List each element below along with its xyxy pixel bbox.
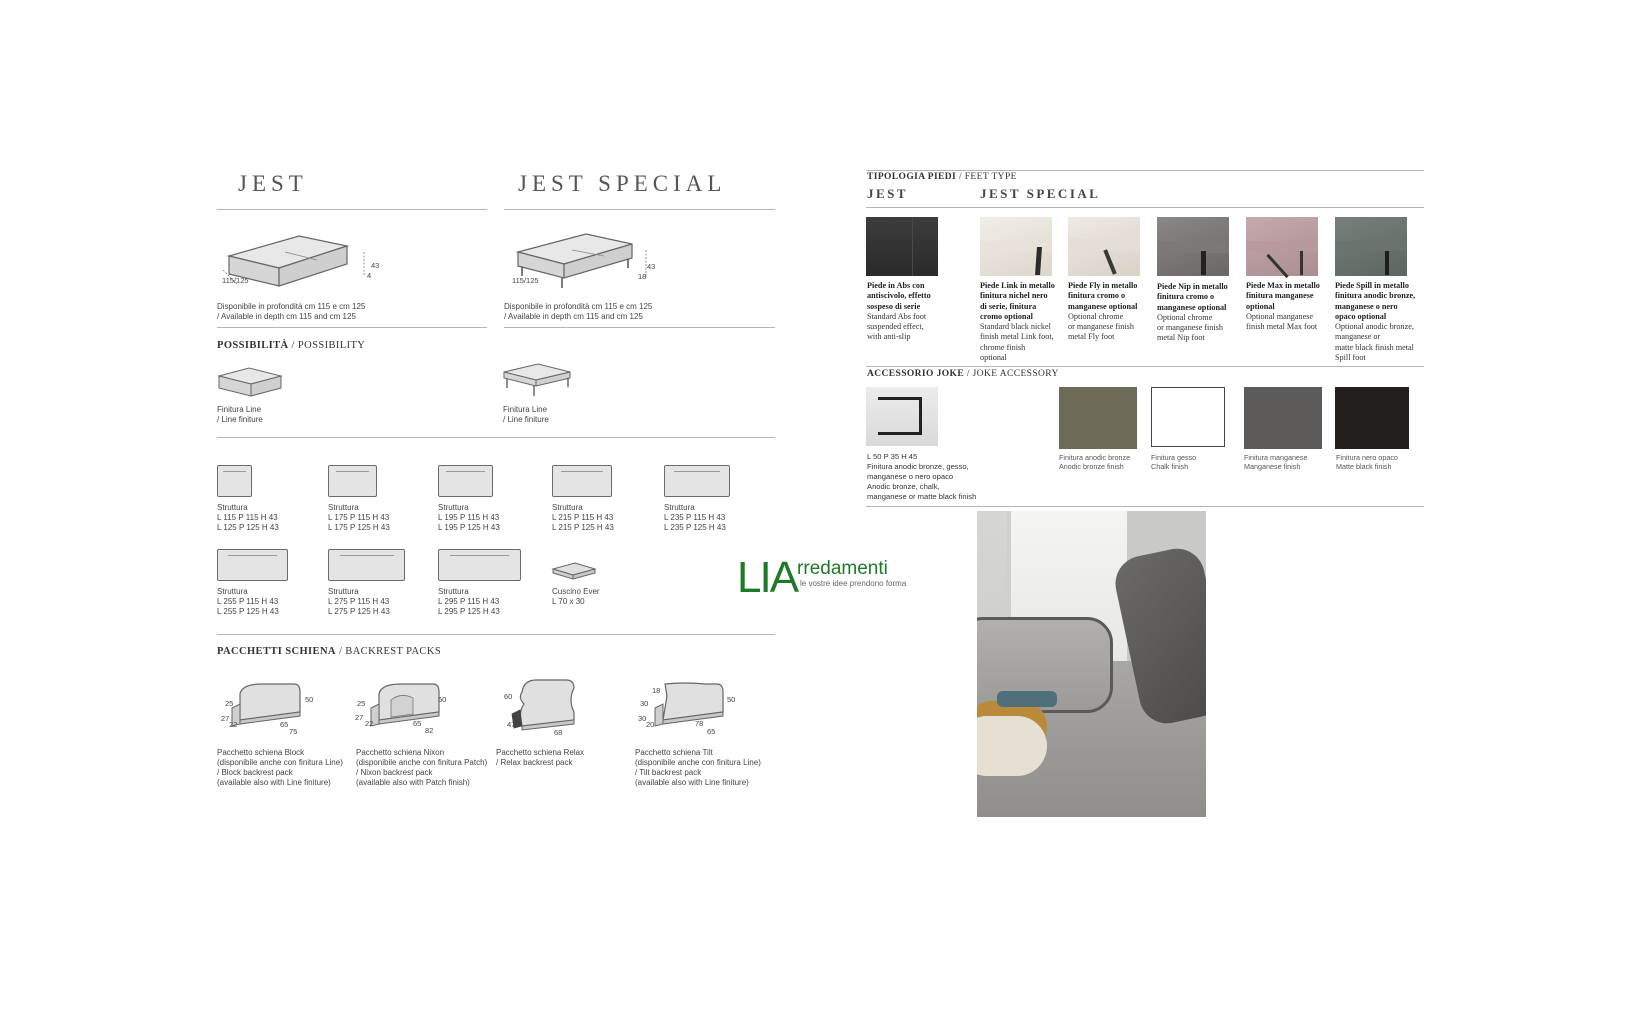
dim-label: 50 xyxy=(438,695,447,704)
divider xyxy=(217,634,775,635)
manganese-swatch xyxy=(1244,387,1322,449)
depth-caption-jest: Disponibile in profondità cm 115 e cm 125 / Available in depth cm 115 and cm 125 xyxy=(217,302,366,321)
dim-label: 27 xyxy=(221,714,230,723)
max-foot-caption: Piede Max in metallo finitura manganese optional Optional manganese finish metal Max foot xyxy=(1246,281,1320,332)
dim-foot: 4 xyxy=(367,271,372,280)
chalk-swatch xyxy=(1151,387,1225,447)
structure-caption: Struttura L 255 P 115 H 43 L 255 P 125 H 43 xyxy=(217,587,279,616)
line-finish-jest-drawing xyxy=(217,366,287,400)
joke-accessory-photo xyxy=(866,387,938,446)
structure-shape xyxy=(438,549,521,581)
dim-label: 50 xyxy=(305,695,314,704)
joke-accessory-heading: ACCESSORIO JOKE / JOKE ACCESSORY xyxy=(867,369,1059,379)
divider xyxy=(504,327,775,328)
dim-label: 78 xyxy=(695,719,704,728)
cushion-caption: Cuscino Ever L 70 x 30 xyxy=(552,587,600,606)
logo-text: rredamenti xyxy=(797,558,888,579)
divider xyxy=(504,209,775,210)
link-foot-photo xyxy=(980,217,1052,276)
spill-foot-caption: Piede Spill in metallo finitura anodic bronze, manganese o nero opaco optional Optional anodic bronze, manganese or matte black finish metal Spill foot xyxy=(1335,281,1416,363)
dim-label: 75 xyxy=(289,727,298,736)
structure-shape xyxy=(217,465,252,497)
tilt-pack-caption: Pacchetto schiena Tilt (disponibile anche con finitura Line) / Tilt backrest pack (available also with Line finiture) xyxy=(635,748,761,787)
abs-foot-photo xyxy=(866,217,938,276)
dim-leg: 18 xyxy=(638,272,647,281)
dim-label: 30 xyxy=(638,714,647,723)
logo-tagline: le vostre idee prendono forma xyxy=(800,579,907,588)
structure-caption: Struttura L 115 P 115 H 43 L 125 P 125 H 43 xyxy=(217,503,279,532)
dim-depth: 115/125 xyxy=(222,276,249,285)
matte-black-swatch xyxy=(1335,387,1409,449)
sofa-detail-photo xyxy=(977,511,1206,817)
divider xyxy=(217,209,487,210)
abs-foot-caption: Piede in Abs con antiscivolo, effetto sospeso di serie Standard Abs foot suspended effect, with anti-slip xyxy=(867,281,931,342)
structure-caption: Struttura L 215 P 115 H 43 L 215 P 125 H 43 xyxy=(552,503,614,532)
structure-caption: Struttura L 235 P 115 H 43 L 235 P 125 H 43 xyxy=(664,503,726,532)
dim-label: 65 xyxy=(280,720,289,729)
finish-line-jest: Finitura Line / Line finiture xyxy=(217,405,263,424)
dim-label: 18 xyxy=(652,686,661,695)
nip-foot-caption: Piede Nip in metallo finitura cromo o manganese optional Optional chrome or manganese finish metal Nip foot xyxy=(1157,282,1228,343)
dim-height: 43 xyxy=(371,261,380,270)
structure-shape xyxy=(552,465,612,497)
relax-pack-caption: Pacchetto schiena Relax / Relax backrest pack xyxy=(496,748,585,767)
structure-caption: Struttura L 175 P 115 H 43 L 175 P 125 H 43 xyxy=(328,503,390,532)
fly-foot-photo xyxy=(1068,217,1140,276)
jest-title: JEST xyxy=(238,171,308,196)
nip-foot-photo xyxy=(1157,217,1229,276)
max-foot-photo xyxy=(1246,217,1318,276)
finish-line-special: Finitura Line / Line finiture xyxy=(503,405,549,424)
divider xyxy=(217,437,775,438)
dim-label: 68 xyxy=(554,728,563,737)
dim-label: 65 xyxy=(413,719,422,728)
dim-label: 25 xyxy=(357,699,366,708)
divider xyxy=(866,366,1424,367)
relax-backrest-drawing xyxy=(508,674,580,734)
divider xyxy=(866,207,1424,208)
dim-label: 22 xyxy=(365,719,374,728)
backrest-heading: PACCHETTI SCHIENA / BACKREST PACKS xyxy=(217,646,442,657)
nixon-pack-caption: Pacchetto schiena Nixon (disponibile anche con finitura Patch) / Nixon backrest pack (available also with Patch finish) xyxy=(356,748,488,787)
block-pack-caption: Pacchetto schiena Block (disponibile anche con finitura Line) / Block backrest pack (available also with Line finiture) xyxy=(217,748,343,787)
divider xyxy=(866,170,1424,171)
dim-label: 30 xyxy=(640,699,649,708)
dim-label: 60 xyxy=(504,692,513,701)
swatch-caption: Finitura gesso Chalk finish xyxy=(1151,453,1197,472)
feet-type-heading: TIPOLOGIA PIEDI / FEET TYPE xyxy=(867,172,1017,182)
joke-caption: L 50 P 35 H 45 Finitura anodic bronze, gesso, manganese o nero opaco Anodic bronze, chalk, manganese or matte black finish xyxy=(867,452,977,501)
feet-jest-label: JEST xyxy=(867,186,909,201)
structure-shape xyxy=(217,549,288,581)
cushion-drawing xyxy=(551,561,597,581)
divider xyxy=(866,506,1424,507)
structure-caption: Struttura L 275 P 115 H 43 L 275 P 125 H 43 xyxy=(328,587,390,616)
anodic-bronze-swatch xyxy=(1059,387,1137,449)
feet-jest-special-label: JEST SPECIAL xyxy=(980,186,1101,201)
swatch-caption: Finitura nero opaco Matte black finish xyxy=(1336,453,1398,472)
structure-shape xyxy=(328,465,377,497)
dim-label: 25 xyxy=(225,699,234,708)
dim-label: 50 xyxy=(727,695,736,704)
dim-label: 20 xyxy=(646,720,655,729)
logo-mark: LIA xyxy=(737,553,798,602)
structure-caption: Struttura L 195 P 115 H 43 L 195 P 125 H 43 xyxy=(438,503,500,532)
possibility-heading: POSSIBILITÀ / POSSIBILITY xyxy=(217,340,366,351)
divider xyxy=(217,327,487,328)
dim-label: 22 xyxy=(229,720,238,729)
structure-shape xyxy=(328,549,405,581)
swatch-caption: Finitura anodic bronze Anodic bronze finish xyxy=(1059,453,1131,472)
swatch-caption: Finitura manganese Manganese finish xyxy=(1244,453,1308,472)
depth-caption-special: Disponibile in profondità cm 115 e cm 125 / Available in depth cm 115 and cm 125 xyxy=(504,302,653,321)
jest-special-title: JEST SPECIAL xyxy=(518,171,727,196)
spill-foot-photo xyxy=(1335,217,1407,276)
dim-label: 47 xyxy=(507,720,516,729)
dim-height: 43 xyxy=(647,262,656,271)
line-finish-special-drawing xyxy=(502,362,574,402)
dim-depth: 115/125 xyxy=(512,276,539,285)
structure-caption: Struttura L 295 P 115 H 43 L 295 P 125 H 43 xyxy=(438,587,500,616)
dim-label: 65 xyxy=(707,727,716,736)
dim-label: 27 xyxy=(355,713,364,722)
fly-foot-caption: Piede Fly in metallo finitura cromo o manganese optional Optional chrome or manganese finish metal Fly foot xyxy=(1068,281,1138,342)
structure-shape xyxy=(664,465,730,497)
structure-shape xyxy=(438,465,493,497)
dim-label: 82 xyxy=(425,726,434,735)
link-foot-caption: Piede Link in metallo finitura nichel nero di serie, finitura cromo optional Standard black nickel finish metal Link foot, chrome finish optional xyxy=(980,281,1055,363)
brand-logo xyxy=(737,553,907,602)
